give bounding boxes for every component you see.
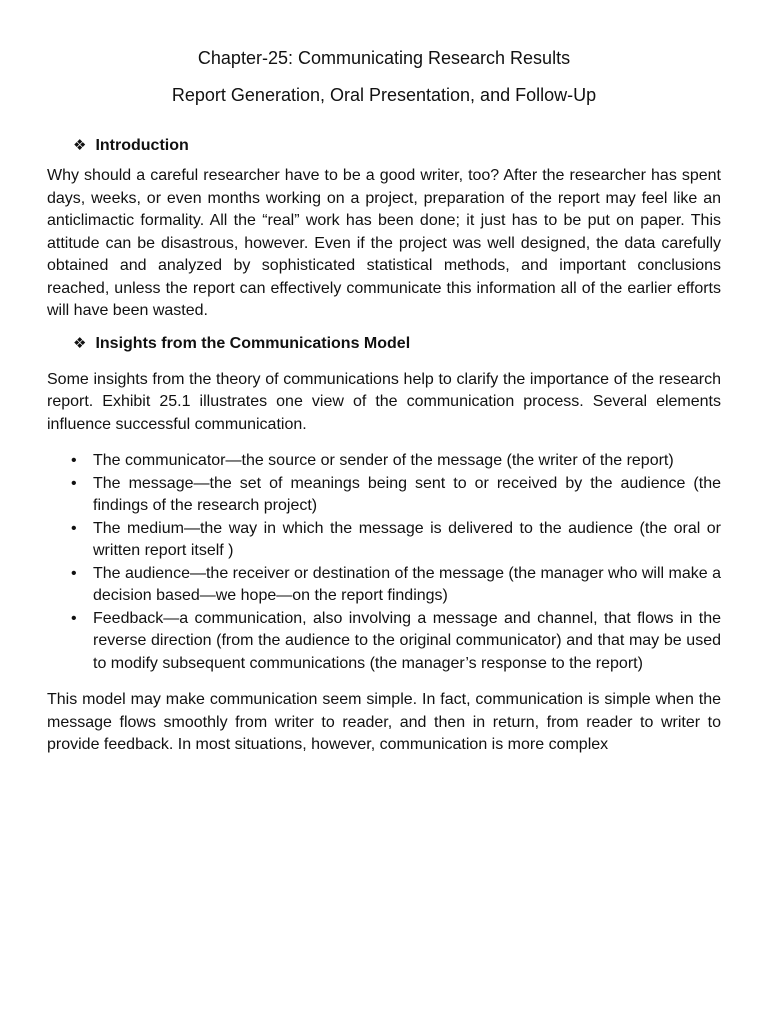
diamond-bullet-icon: ❖ [73, 137, 87, 154]
closing-paragraph: This model may make communication seem simple. In fact, communication is simple when the message flows smoothly from writer to reader, and then in return, from reader to writer to provide feedback. In most situations, however, communication is more complex [47, 691, 721, 753]
list-item-text: Feedback—a communication, also involving a message and channel, that flows in the reverse direction (from the audience to the original communicator) and that may be used to modify subsequent communications (the manager’s response to the report) [93, 609, 721, 672]
bullet-dot-icon: • [71, 474, 77, 492]
list-item-text: The medium—the way in which the message is delivered to the audience (the oral or written report itself ) [93, 519, 721, 559]
list-item [71, 563, 721, 608]
bullet-dot-icon: • [71, 609, 77, 627]
list-item-text: The message—the set of meanings being sent to or received by the audience (the findings of the research project) [93, 474, 721, 514]
list-item [71, 518, 721, 563]
page-subtitle: Report Generation, Oral Presentation, and Follow-Up [171, 85, 597, 105]
communication-elements-list [47, 450, 721, 675]
communications-model-paragraph: Some insights from the theory of communications help to clarify the importance of the research report. Exhibit 25.1 illustrates one view of the communication process. Several elements influence successful communication. [47, 370, 721, 433]
section-heading-label: Introduction [95, 137, 189, 154]
introduction-paragraph: Why should a careful researcher have to be a good writer, too? After the researcher has spent days, weeks, or even months working on a project, preparation of the report may feel like an anticlimactic formality. All the “real” work has been done; it just has to be put on paper. This attitude can be disastrous, however. Even if the project was well designed, the data carefully obtained and analyzed by sophisticated statistical methods, and important conclusions reached, unless the report can effectively communicate this information all of the earlier efforts will have been wasted. [47, 167, 721, 319]
bullet-dot-icon: • [71, 564, 77, 582]
page-title: Chapter-25: Communicating Research Results [197, 48, 571, 68]
list-item [71, 473, 721, 518]
bullet-dot-icon: • [71, 519, 77, 537]
list-item-text: The audience—the receiver or destination of the message (the manager who will make a decision based—we hope—on the report findings) [93, 564, 721, 604]
list-item-text: The communicator—the source or sender of the message (the writer of the report) [93, 452, 674, 469]
section-heading-introduction [73, 135, 721, 157]
section-heading-communications-model [73, 333, 721, 355]
bullet-dot-icon: • [71, 452, 77, 469]
list-item [71, 608, 721, 676]
diamond-bullet-icon: ❖ [73, 334, 87, 352]
section-heading-label: Insights from the Communications Model [95, 334, 411, 352]
list-item [71, 450, 721, 473]
